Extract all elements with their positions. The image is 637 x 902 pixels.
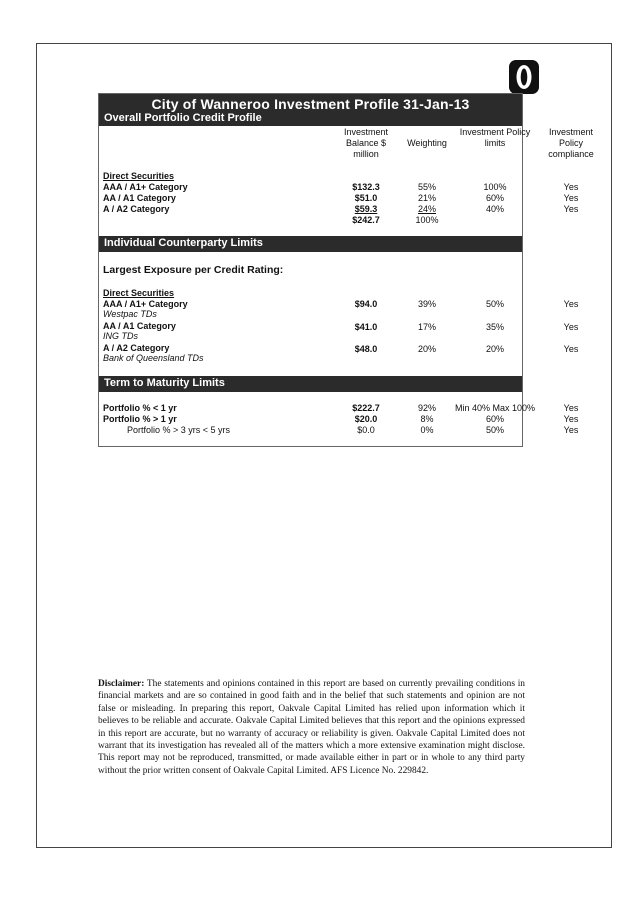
cell-limit: 50% [485, 425, 504, 435]
cell-weighting: 55% [417, 182, 436, 192]
row-label: Portfolio % < 1 yr [103, 403, 177, 413]
row-label: AA / A1 Category [103, 321, 176, 331]
cell-weighting: 20% [417, 344, 436, 354]
total-balance: $242.7 [352, 215, 380, 225]
section-counterparty-heading: Individual Counterparty Limits [99, 236, 522, 252]
cell-weighting: 24% [417, 204, 436, 214]
cell-limit: 100% [483, 182, 507, 192]
cell-compliance: Yes [563, 299, 579, 309]
cell-compliance: Yes [563, 344, 579, 354]
cell-weighting: 17% [417, 322, 436, 332]
row-label: Portfolio % > 3 yrs < 5 yrs [127, 425, 231, 435]
oakvale-logo-icon [509, 60, 539, 94]
col-header-weighting: Weighting [407, 138, 447, 148]
total-weighting: 100% [415, 215, 439, 225]
row-label: Portfolio % > 1 yr [103, 414, 177, 424]
section-credit-profile-heading: Overall Portfolio Credit Profile [104, 112, 262, 124]
cell-limit: 60% [485, 414, 504, 424]
cell-compliance: Yes [563, 322, 579, 332]
row-sublabel: ING TDs [103, 331, 138, 341]
cell-compliance: Yes [563, 403, 579, 413]
cell-compliance: Yes [563, 414, 579, 424]
group-direct-securities: Direct Securities [103, 288, 175, 298]
col-header-compliance: Investment Policy compliance [548, 127, 594, 159]
cell-balance: $59.3 [354, 204, 378, 214]
cell-limit: Min 40% Max 100% [454, 403, 536, 413]
title-bar [99, 94, 522, 126]
cell-compliance: Yes [563, 425, 579, 435]
cell-limit: 60% [485, 193, 504, 203]
cell-balance: $41.0 [354, 322, 378, 332]
investment-profile-table [98, 93, 594, 447]
group-direct-securities: Direct Securities [103, 171, 175, 181]
col-header-balance: Investment Balance $ million [343, 127, 389, 159]
row-label: AA / A1 Category [103, 193, 176, 203]
cell-limit: 50% [485, 299, 504, 309]
cell-balance: $20.0 [354, 414, 378, 424]
cell-compliance: Yes [563, 193, 579, 203]
row-sublabel: Westpac TDs [103, 309, 157, 319]
cell-weighting: 21% [417, 193, 436, 203]
cell-balance: $51.0 [354, 193, 378, 203]
cell-balance: $48.0 [354, 344, 378, 354]
report-title: City of Wanneroo Investment Profile 31-Jan-13 [151, 96, 470, 112]
disclaimer [98, 678, 525, 777]
cell-weighting: 39% [417, 299, 436, 309]
cell-compliance: Yes [563, 182, 579, 192]
cell-balance: $0.0 [357, 425, 375, 435]
row-label: AAA / A1+ Category [103, 299, 188, 309]
cell-balance: $94.0 [354, 299, 378, 309]
cell-balance: $222.7 [352, 403, 380, 413]
cell-compliance: Yes [563, 204, 579, 214]
row-label: A / A2 Category [103, 204, 170, 214]
cell-balance: $132.3 [352, 182, 380, 192]
cell-limit: 20% [485, 344, 504, 354]
cell-weighting: 8% [420, 414, 434, 424]
cell-limit: 35% [485, 322, 504, 332]
largest-exposure-heading: Largest Exposure per Credit Rating: [103, 264, 284, 276]
cell-weighting: 0% [420, 425, 434, 435]
disclaimer-label: Disclaimer: [98, 679, 145, 689]
cell-limit: 40% [485, 204, 504, 214]
disclaimer-text: The statements and opinions contained in this report are based on currently prevailing conditions in financial markets and are so contained in good faith and in the belief that such statements and opinion are not false or misleading. In preparing this report, Oakvale Capital Limited has relied upon information which it believes to be reliable and accurate. Oakvale Capital Limited believes that this report and the opinions expressed in this report are accurate, but no warranty of accuracy or reliability is given. Oakvale Capital Limited does not warrant that its investigation has revealed all of the matters which a more extensive examination might disclose. This report may not be reproduced, transmitted, or made available either in part or in whole to any third party without the prior written consent of Oakvale Capital Limited. AFS Licence No. 229842. [98, 679, 525, 776]
row-label: A / A2 Category [103, 343, 170, 353]
row-sublabel: Bank of Queensland TDs [103, 353, 204, 363]
col-header-limits: Investment Policy limits [459, 127, 531, 148]
section-term-maturity-heading: Term to Maturity Limits [99, 376, 522, 392]
row-label: AAA / A1+ Category [103, 182, 188, 192]
cell-weighting: 92% [417, 403, 436, 413]
